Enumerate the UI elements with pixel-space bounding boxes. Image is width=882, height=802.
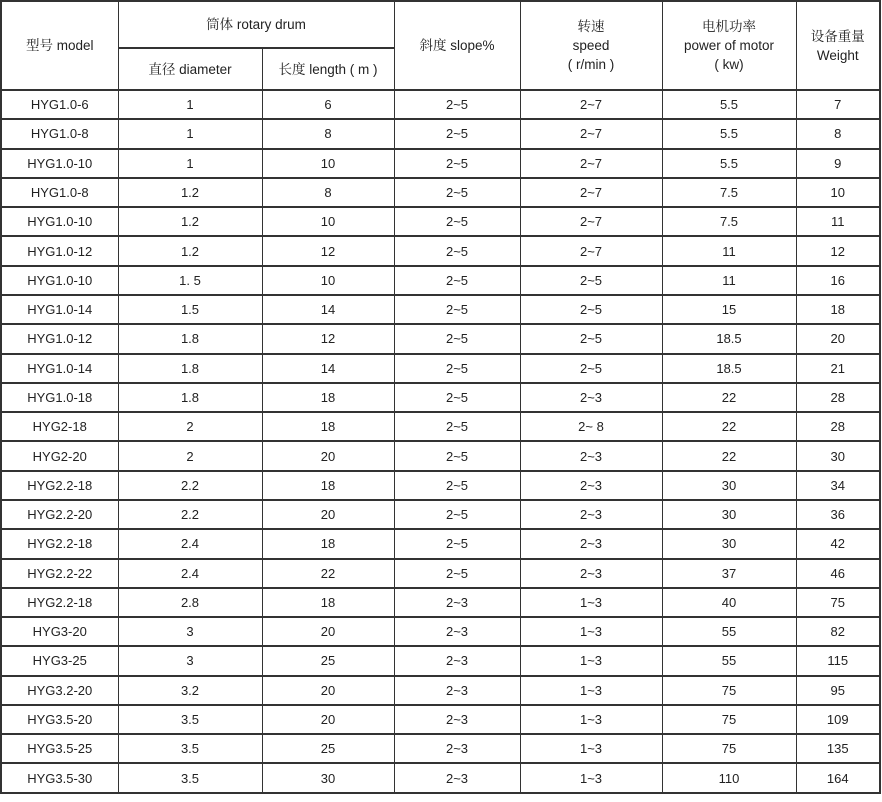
table-row bbox=[1, 676, 880, 705]
cell-model: HYG1.0-8 bbox=[1, 119, 118, 148]
cell-power: 11 bbox=[662, 266, 796, 295]
table-row bbox=[1, 90, 880, 119]
cell-length: 20 bbox=[262, 500, 394, 529]
cell-length: 12 bbox=[262, 324, 394, 353]
cell-length: 30 bbox=[262, 763, 394, 793]
cell-model: HYG2.2-18 bbox=[1, 529, 118, 558]
cell-speed: 2~7 bbox=[520, 90, 662, 119]
cell-power: 18.5 bbox=[662, 324, 796, 353]
cell-weight: 28 bbox=[796, 383, 880, 412]
cell-diameter: 2.4 bbox=[118, 529, 262, 558]
cell-length: 18 bbox=[262, 529, 394, 558]
col-header-diameter: 直径 diameter bbox=[118, 48, 262, 90]
cell-model: HYG2.2-22 bbox=[1, 559, 118, 588]
cell-power: 22 bbox=[662, 441, 796, 470]
cell-model: HYG1.0-8 bbox=[1, 178, 118, 207]
col-header-length: 长度 length ( m ) bbox=[262, 48, 394, 90]
cell-weight: 12 bbox=[796, 236, 880, 265]
cell-slope: 2~3 bbox=[394, 646, 520, 675]
cell-length: 22 bbox=[262, 559, 394, 588]
cell-power: 55 bbox=[662, 617, 796, 646]
cell-diameter: 3 bbox=[118, 646, 262, 675]
cell-power: 30 bbox=[662, 529, 796, 558]
cell-speed: 1~3 bbox=[520, 676, 662, 705]
col-header-drum-group: 筒体 rotary drum bbox=[118, 1, 394, 48]
cell-model: HYG1.0-10 bbox=[1, 266, 118, 295]
table-row bbox=[1, 149, 880, 178]
cell-power: 110 bbox=[662, 763, 796, 793]
cell-weight: 36 bbox=[796, 500, 880, 529]
power-label-unit: ( kw) bbox=[714, 57, 744, 72]
cell-length: 18 bbox=[262, 471, 394, 500]
cell-slope: 2~3 bbox=[394, 705, 520, 734]
cell-weight: 95 bbox=[796, 676, 880, 705]
col-header-speed bbox=[520, 1, 662, 90]
cell-weight: 11 bbox=[796, 207, 880, 236]
cell-length: 20 bbox=[262, 705, 394, 734]
cell-power: 75 bbox=[662, 705, 796, 734]
cell-power: 18.5 bbox=[662, 354, 796, 383]
cell-speed: 2~7 bbox=[520, 119, 662, 148]
cell-weight: 34 bbox=[796, 471, 880, 500]
cell-diameter: 1 bbox=[118, 149, 262, 178]
table-row bbox=[1, 617, 880, 646]
cell-model: HYG1.0-14 bbox=[1, 295, 118, 324]
table-row bbox=[1, 500, 880, 529]
cell-diameter: 1 bbox=[118, 119, 262, 148]
cell-slope: 2~3 bbox=[394, 676, 520, 705]
cell-diameter: 1.2 bbox=[118, 207, 262, 236]
cell-weight: 20 bbox=[796, 324, 880, 353]
cell-weight: 28 bbox=[796, 412, 880, 441]
cell-power: 7.5 bbox=[662, 207, 796, 236]
table-row bbox=[1, 236, 880, 265]
cell-speed: 1~3 bbox=[520, 734, 662, 763]
cell-model: HYG1.0-18 bbox=[1, 383, 118, 412]
cell-slope: 2~5 bbox=[394, 90, 520, 119]
cell-length: 18 bbox=[262, 412, 394, 441]
cell-power: 75 bbox=[662, 676, 796, 705]
cell-power: 5.5 bbox=[662, 90, 796, 119]
cell-length: 20 bbox=[262, 676, 394, 705]
cell-length: 25 bbox=[262, 646, 394, 675]
cell-weight: 21 bbox=[796, 354, 880, 383]
cell-weight: 18 bbox=[796, 295, 880, 324]
cell-length: 25 bbox=[262, 734, 394, 763]
table-row bbox=[1, 705, 880, 734]
cell-speed: 1~3 bbox=[520, 646, 662, 675]
cell-weight: 135 bbox=[796, 734, 880, 763]
cell-slope: 2~5 bbox=[394, 412, 520, 441]
power-label-en: power of motor bbox=[683, 38, 775, 53]
cell-model: HYG1.0-10 bbox=[1, 207, 118, 236]
cell-power: 7.5 bbox=[662, 178, 796, 207]
cell-slope: 2~3 bbox=[394, 763, 520, 793]
cell-weight: 75 bbox=[796, 588, 880, 617]
cell-slope: 2~5 bbox=[394, 295, 520, 324]
cell-power: 5.5 bbox=[662, 119, 796, 148]
cell-slope: 2~5 bbox=[394, 441, 520, 470]
cell-model: HYG3.5-20 bbox=[1, 705, 118, 734]
cell-weight: 164 bbox=[796, 763, 880, 793]
cell-power: 37 bbox=[662, 559, 796, 588]
table-row bbox=[1, 383, 880, 412]
cell-slope: 2~3 bbox=[394, 588, 520, 617]
table-body bbox=[1, 90, 880, 793]
cell-diameter: 2 bbox=[118, 412, 262, 441]
table-row bbox=[1, 178, 880, 207]
speed-label-cn: 转速 bbox=[577, 19, 605, 34]
cell-power: 75 bbox=[662, 734, 796, 763]
table-row bbox=[1, 559, 880, 588]
col-header-slope: 斜度 slope% bbox=[394, 1, 520, 90]
cell-length: 6 bbox=[262, 90, 394, 119]
cell-diameter: 3.5 bbox=[118, 763, 262, 793]
cell-speed: 2~5 bbox=[520, 354, 662, 383]
cell-model: HYG2.2-20 bbox=[1, 500, 118, 529]
cell-slope: 2~5 bbox=[394, 149, 520, 178]
cell-model: HYG2-18 bbox=[1, 412, 118, 441]
cell-speed: 2~7 bbox=[520, 178, 662, 207]
cell-power: 15 bbox=[662, 295, 796, 324]
cell-speed: 1~3 bbox=[520, 588, 662, 617]
cell-length: 10 bbox=[262, 207, 394, 236]
table-row bbox=[1, 734, 880, 763]
cell-slope: 2~5 bbox=[394, 354, 520, 383]
cell-model: HYG2.2-18 bbox=[1, 471, 118, 500]
cell-weight: 109 bbox=[796, 705, 880, 734]
cell-power: 55 bbox=[662, 646, 796, 675]
table-row bbox=[1, 207, 880, 236]
cell-speed: 1~3 bbox=[520, 617, 662, 646]
cell-speed: 1~3 bbox=[520, 705, 662, 734]
cell-model: HYG1.0-10 bbox=[1, 149, 118, 178]
cell-speed: 1~3 bbox=[520, 763, 662, 793]
cell-length: 20 bbox=[262, 441, 394, 470]
cell-slope: 2~5 bbox=[394, 471, 520, 500]
cell-speed: 2~3 bbox=[520, 500, 662, 529]
table-row bbox=[1, 441, 880, 470]
cell-slope: 2~5 bbox=[394, 559, 520, 588]
cell-model: HYG3.5-30 bbox=[1, 763, 118, 793]
col-header-weight bbox=[796, 1, 880, 90]
cell-weight: 10 bbox=[796, 178, 880, 207]
cell-model: HYG3-20 bbox=[1, 617, 118, 646]
cell-speed: 2~3 bbox=[520, 559, 662, 588]
cell-model: HYG2-20 bbox=[1, 441, 118, 470]
table-row bbox=[1, 266, 880, 295]
cell-slope: 2~5 bbox=[394, 266, 520, 295]
cell-weight: 8 bbox=[796, 119, 880, 148]
cell-power: 30 bbox=[662, 471, 796, 500]
cell-diameter: 3 bbox=[118, 617, 262, 646]
speed-label-en: speed bbox=[572, 38, 610, 53]
cell-slope: 2~5 bbox=[394, 236, 520, 265]
cell-diameter: 3.2 bbox=[118, 676, 262, 705]
cell-speed: 2~3 bbox=[520, 441, 662, 470]
cell-speed: 2~7 bbox=[520, 149, 662, 178]
cell-model: HYG1.0-6 bbox=[1, 90, 118, 119]
cell-model: HYG1.0-12 bbox=[1, 324, 118, 353]
table-row bbox=[1, 119, 880, 148]
cell-diameter: 2.2 bbox=[118, 500, 262, 529]
cell-diameter: 2.4 bbox=[118, 559, 262, 588]
cell-diameter: 1.8 bbox=[118, 383, 262, 412]
cell-slope: 2~5 bbox=[394, 383, 520, 412]
cell-weight: 82 bbox=[796, 617, 880, 646]
cell-diameter: 2.2 bbox=[118, 471, 262, 500]
cell-power: 40 bbox=[662, 588, 796, 617]
cell-slope: 2~5 bbox=[394, 178, 520, 207]
cell-slope: 2~5 bbox=[394, 324, 520, 353]
cell-diameter: 2.8 bbox=[118, 588, 262, 617]
cell-slope: 2~5 bbox=[394, 119, 520, 148]
cell-power: 22 bbox=[662, 383, 796, 412]
table-row bbox=[1, 354, 880, 383]
cell-diameter: 1.5 bbox=[118, 295, 262, 324]
col-header-power bbox=[662, 1, 796, 90]
cell-slope: 2~3 bbox=[394, 617, 520, 646]
cell-diameter: 3.5 bbox=[118, 734, 262, 763]
cell-weight: 46 bbox=[796, 559, 880, 588]
cell-diameter: 1. 5 bbox=[118, 266, 262, 295]
power-label-cn: 电机功率 bbox=[702, 19, 756, 34]
cell-model: HYG3.2-20 bbox=[1, 676, 118, 705]
cell-speed: 2~3 bbox=[520, 471, 662, 500]
cell-weight: 115 bbox=[796, 646, 880, 675]
cell-model: HYG2.2-18 bbox=[1, 588, 118, 617]
cell-length: 14 bbox=[262, 354, 394, 383]
cell-slope: 2~5 bbox=[394, 500, 520, 529]
table-row bbox=[1, 412, 880, 441]
table-row bbox=[1, 646, 880, 675]
cell-diameter: 2 bbox=[118, 441, 262, 470]
cell-length: 20 bbox=[262, 617, 394, 646]
cell-diameter: 1.2 bbox=[118, 236, 262, 265]
cell-speed: 2~5 bbox=[520, 266, 662, 295]
table-row bbox=[1, 529, 880, 558]
cell-weight: 7 bbox=[796, 90, 880, 119]
cell-diameter: 1.8 bbox=[118, 354, 262, 383]
cell-weight: 16 bbox=[796, 266, 880, 295]
cell-weight: 30 bbox=[796, 441, 880, 470]
table-header bbox=[1, 1, 880, 90]
cell-power: 5.5 bbox=[662, 149, 796, 178]
cell-model: HYG3.5-25 bbox=[1, 734, 118, 763]
table-row bbox=[1, 588, 880, 617]
cell-power: 11 bbox=[662, 236, 796, 265]
cell-length: 8 bbox=[262, 178, 394, 207]
col-header-model: 型号 model bbox=[1, 1, 118, 90]
cell-speed: 2~ 8 bbox=[520, 412, 662, 441]
cell-speed: 2~3 bbox=[520, 529, 662, 558]
cell-diameter: 3.5 bbox=[118, 705, 262, 734]
header-row-group bbox=[1, 1, 880, 48]
cell-length: 18 bbox=[262, 588, 394, 617]
cell-speed: 2~7 bbox=[520, 207, 662, 236]
cell-model: HYG1.0-14 bbox=[1, 354, 118, 383]
table-row bbox=[1, 295, 880, 324]
cell-slope: 2~5 bbox=[394, 529, 520, 558]
weight-label-en: Weight bbox=[816, 47, 859, 63]
cell-length: 12 bbox=[262, 236, 394, 265]
cell-length: 10 bbox=[262, 149, 394, 178]
cell-speed: 2~5 bbox=[520, 324, 662, 353]
cell-diameter: 1.8 bbox=[118, 324, 262, 353]
table-row bbox=[1, 324, 880, 353]
cell-length: 14 bbox=[262, 295, 394, 324]
cell-length: 10 bbox=[262, 266, 394, 295]
speed-label-unit: ( r/min ) bbox=[567, 57, 615, 72]
cell-weight: 9 bbox=[796, 149, 880, 178]
table-row bbox=[1, 471, 880, 500]
cell-length: 18 bbox=[262, 383, 394, 412]
cell-model: HYG3-25 bbox=[1, 646, 118, 675]
cell-length: 8 bbox=[262, 119, 394, 148]
cell-speed: 2~3 bbox=[520, 383, 662, 412]
cell-power: 22 bbox=[662, 412, 796, 441]
cell-diameter: 1.2 bbox=[118, 178, 262, 207]
table-row bbox=[1, 763, 880, 793]
cell-speed: 2~5 bbox=[520, 295, 662, 324]
cell-slope: 2~5 bbox=[394, 207, 520, 236]
cell-model: HYG1.0-12 bbox=[1, 236, 118, 265]
cell-weight: 42 bbox=[796, 529, 880, 558]
weight-label-cn: 设备重量 bbox=[810, 28, 865, 44]
cell-speed: 2~7 bbox=[520, 236, 662, 265]
cell-power: 30 bbox=[662, 500, 796, 529]
cell-slope: 2~3 bbox=[394, 734, 520, 763]
cell-diameter: 1 bbox=[118, 90, 262, 119]
